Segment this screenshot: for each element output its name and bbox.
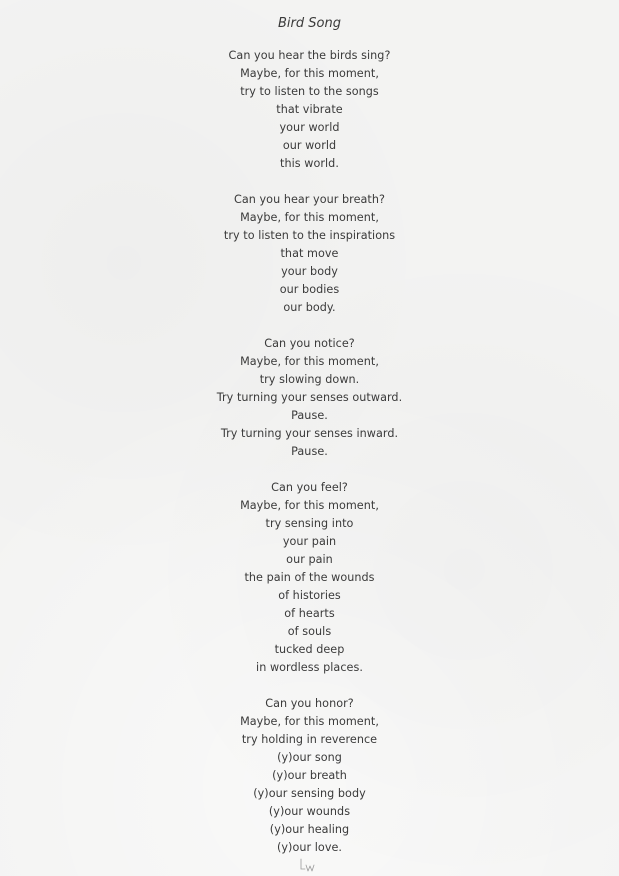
poem-line: Can you notice? (264, 337, 355, 350)
poem-line: Pause. (291, 445, 328, 458)
poem-line: (y)our breath (272, 769, 347, 782)
poem-line: try to listen to the songs (240, 85, 379, 98)
poem-line: our world (282, 139, 337, 152)
poem-line: Maybe, for this moment, (240, 355, 379, 368)
stanza-5 (0, 695, 619, 857)
poem-line: tucked deep (274, 643, 345, 656)
poem-line: this world. (280, 157, 339, 170)
poem-line: try to listen to the inspirations (223, 229, 396, 242)
poem-line: Maybe, for this moment, (240, 715, 379, 728)
poem-title: Bird Song (278, 16, 341, 31)
poem-line: that vibrate (276, 103, 343, 116)
poem-line: Can you feel? (271, 481, 348, 494)
poem-line: (y)our sensing body (253, 787, 366, 800)
poem-line: our bodies (279, 283, 340, 296)
poem-line: Pause. (291, 409, 328, 422)
poem-line: (y)our healing (269, 823, 350, 836)
poem-line: your world (279, 121, 340, 134)
stanza-4 (0, 479, 619, 677)
poem-line: Maybe, for this moment, (240, 67, 379, 80)
stanza-1 (0, 47, 619, 173)
poem-line: of hearts (284, 607, 335, 620)
poem-line: Try turning your senses outward. (216, 391, 403, 404)
poem-line: (y)our song (277, 751, 342, 764)
poem-line: (y)our wounds (268, 805, 351, 818)
poem-line: our pain (286, 553, 333, 566)
poem-line: try holding in reverence (241, 733, 378, 746)
poem-body (0, 47, 619, 875)
poem-line: Try turning your senses inward. (220, 427, 399, 440)
poem-line: your pain (282, 535, 337, 548)
poem-line: try sensing into (265, 517, 354, 530)
poem-line: of histories (278, 589, 341, 602)
poem-line: the pain of the wounds (244, 571, 375, 584)
poem-line: Can you hear your breath? (234, 193, 385, 206)
signature-mark (298, 857, 318, 873)
poem-line: Maybe, for this moment, (240, 211, 379, 224)
poem-line: (y)our love. (276, 841, 343, 854)
poem-line: Maybe, for this moment, (240, 499, 379, 512)
poem-line: Can you honor? (265, 697, 354, 710)
poem-line: your body (281, 265, 338, 278)
poem-line: in wordless places. (256, 661, 363, 674)
stanza-2 (0, 191, 619, 317)
stanza-3 (0, 335, 619, 461)
poem-line: that move (280, 247, 339, 260)
poem-line: of souls (287, 625, 332, 638)
poem-line: our body. (283, 301, 336, 314)
poem-line: try slowing down. (259, 373, 360, 386)
poem-line: Can you hear the birds sing? (228, 49, 391, 62)
